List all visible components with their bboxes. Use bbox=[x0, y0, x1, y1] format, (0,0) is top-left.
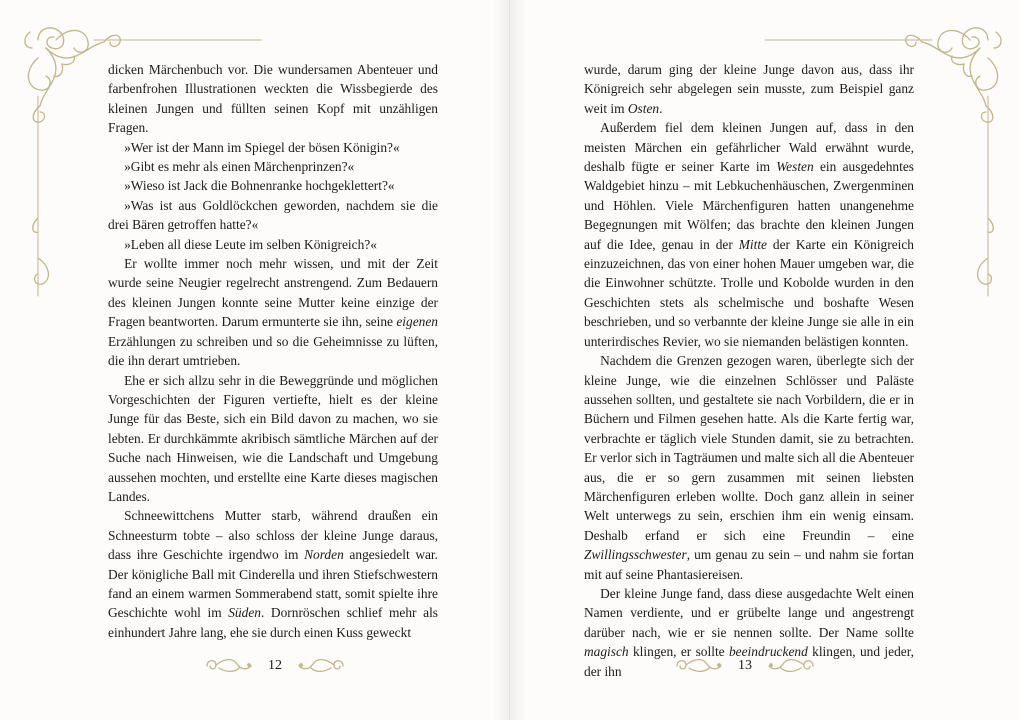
page-number: 13 bbox=[738, 658, 752, 673]
paragraph: Außerdem fiel dem kleinen Jungen auf, dass in den meisten Märchen ein gefährlicher Wald erwähnt wurde, deshalb fügte er seiner Karte im Westen ein ausgedehntes Waldgebiet hinzu – mit Lebkuchenhäuschen, Zwergenminen und Höhlen. Viele Märchenfiguren hatten unangenehme Begegnungen mit Wölfen; das brachte den kleinen Jungen auf die Idee, genau in der Mitte der Karte ein Königreich einzuzeichnen, das von einer hohen Mauer umgeben war, die die Einwohner schützte. Trolle und Kobolde wurden in den Geschichten stets als schelmische und boshafte Wesen beschrieben, und so verbannte der kleine Junge sie alle in ein unterirdisches Revier, wo sie niemanden belästigen konnten. bbox=[584, 120, 915, 349]
paragraph: Nachdem die Grenzen gezogen waren, überlegte sich der kleine Junge, wie die einzelnen Schlösser und Paläste aussehen sollten, und gestaltete sie nach Vorbildern, die er in Büchern und Filmen gesehen hatte. Als die Karte fertig war, verbrachte er täglich viele Stunden damit, sie zu betrachten. Er verlor sich in Tagträumen und malte sich all die Abenteuer aus, die er so gern zusammen mit seinen liebsten Märchenfiguren erleben wollte. Doch ganz allein in seiner Welt unterwegs zu sein, erschien ihm ein wenig einsam. Deshalb erfand er sich eine Freundin – eine Zwillingsschwester, um genau zu sein – und nahm sie fortan mit auf seine Phantasiereisen. bbox=[584, 353, 914, 582]
emphasis: magisch bbox=[584, 644, 629, 660]
paragraph: »Wer ist der Mann im Spiegel der bösen Königin?« bbox=[124, 139, 400, 155]
emphasis: eigenen bbox=[396, 314, 438, 330]
flourish-right-icon bbox=[767, 656, 815, 676]
paragraph: »Was ist aus Goldlöckchen geworden, nachdem sie die drei Bären getroffen hatte?« bbox=[108, 197, 438, 233]
page-number: 12 bbox=[268, 658, 282, 673]
page-footer bbox=[675, 652, 815, 680]
paragraph: wurde, darum ging der kleine Junge davon aus, dass ihr Königreich sehr abgelegen sein musste, zum Beispiel ganz weit im Osten. bbox=[584, 62, 914, 116]
paragraph: dicken Märchenbuch vor. Die wundersamen Abenteuer und farbenfrohen Illustrationen weckten die Wissbegierde des kleinen Jungen und füllten seinen Kopf mit unzähligen Fragen. bbox=[108, 62, 438, 136]
gutter-shadow bbox=[510, 0, 528, 720]
paragraph: »Gibt es mehr als einen Märchenprinzen?« bbox=[124, 159, 355, 175]
gutter-shadow bbox=[491, 0, 509, 720]
right-page bbox=[510, 0, 1020, 720]
paragraph: Ehe er sich allzu sehr in die Beweggründe und möglichen Vorgeschichten der Figuren vertiefte, hielt es der kleine Junge für das Beste, sich ein Bild davon zu machen, wo sie lebten. Er durchkämmte akribisch sämtliche Märchen auf der Suche nach Hinweisen, wie die Landschaft und Umgebung aussehen mochten, und erstellte eine Karte dieses magischen Landes. bbox=[108, 372, 438, 504]
paragraph: Er wollte immer noch mehr wissen, und mit der Zeit wurde seine Neugier regelrecht anstrengend. Zum Bedauern des kleinen Jungen konnte seine Mutter keine einzige der Fragen beantworten. Darum ermunterte sie ihn, seine eigenen Erzählungen zu schreiben und so die Geheimnisse zu lüften, die ihn derart umtrieben. bbox=[108, 256, 438, 369]
body-text bbox=[108, 60, 438, 642]
paragraph: »Wieso ist Jack die Bohnenranke hochgeklettert?« bbox=[124, 178, 395, 194]
paragraph: Der kleine Junge fand, dass diese ausgedachte Welt einen Namen verdiente, und er grübelte lange und angestrengt darüber nach, wie er sie nennen sollte. Der Name sollte magisch klingen, er sollte beeindruckend klingen, und jeder, der ihn bbox=[584, 585, 914, 679]
flourish-left-icon bbox=[675, 656, 723, 676]
emphasis: beeindruckend bbox=[728, 644, 808, 660]
flourish-right-icon bbox=[297, 656, 345, 676]
body-text bbox=[584, 60, 914, 681]
emphasis: Süden bbox=[228, 605, 261, 621]
emphasis: Mitte bbox=[738, 236, 767, 252]
page-footer bbox=[205, 652, 345, 680]
emphasis: Westen bbox=[776, 159, 814, 175]
paragraph: Schneewittchens Mutter starb, während draußen ein Schneesturm tobte – also schloss der kleine Junge daraus, dass ihre Geschichte irgendwo im Norden angesiedelt war. Der königliche Ball mit Cinderella und ihren Stiefschwestern fand an einem warmen Sommerabend statt, somit spielte ihre Geschichte wohl im Süden. Dornröschen schlief mehr als einhundert Jahre lang, ehe sie durch einen Kuss geweckt bbox=[108, 508, 438, 640]
emphasis: Norden bbox=[304, 547, 344, 563]
paragraph: »Leben all diese Leute im selben Königreich?« bbox=[124, 236, 377, 252]
emphasis: Osten bbox=[627, 100, 660, 116]
emphasis: Zwillingsschwester bbox=[584, 547, 687, 563]
flourish-left-icon bbox=[205, 656, 253, 676]
